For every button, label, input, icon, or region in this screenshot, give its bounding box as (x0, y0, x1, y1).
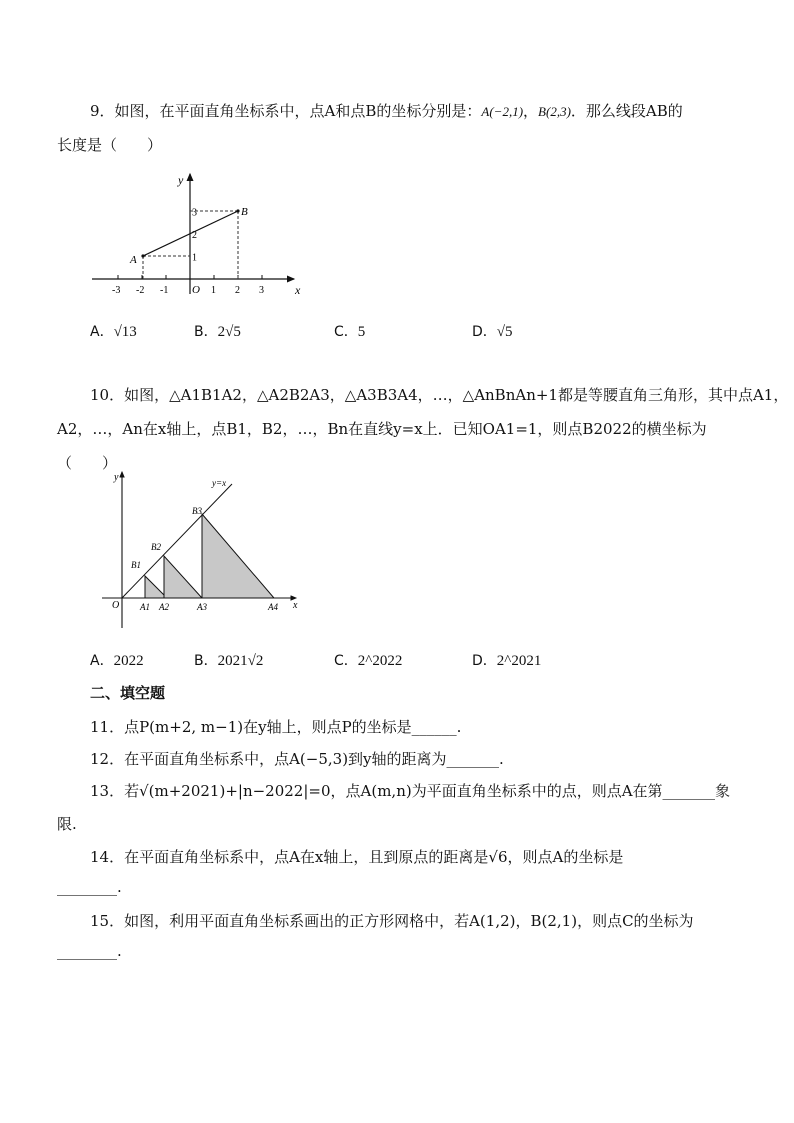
q12-line (90, 748, 504, 769)
q10-origin: O (112, 600, 120, 611)
q9-x-tick-label: -2 (136, 285, 145, 296)
q9-sep: ， (523, 102, 539, 120)
q14-line2: ________. (57, 878, 122, 896)
q10-y-label: y (114, 472, 119, 483)
option-value: 2022 (113, 653, 144, 669)
option-value: √5 (496, 324, 513, 340)
q10-number: 10． (90, 386, 125, 404)
q10-triangle-2 (164, 556, 202, 598)
option-value: 2^2021 (496, 653, 542, 669)
option-label: B． (194, 653, 218, 669)
option-value: √13 (113, 324, 137, 340)
option-label: D． (472, 324, 497, 340)
q10-label-a1: A1 (140, 602, 150, 612)
section-2-heading: 二、填空题 (90, 684, 166, 702)
option-label: C． (334, 324, 358, 340)
q10-figure (98, 466, 308, 636)
q10-triangle-3 (202, 514, 274, 598)
q14-number: 14． (90, 848, 125, 866)
q13-line1 (90, 780, 730, 801)
option-label: A． (90, 324, 114, 340)
q9-label-b: B (241, 206, 248, 218)
q9-point-b: B(2,3) (538, 104, 571, 119)
q13-number: 13． (90, 782, 125, 800)
q13-text-a: 若√(m+2021)+|n−2022|=0，点A(m,n)为平面直角坐标系中的点，则点A在第_______象 (124, 782, 731, 800)
option-value: 2021√2 (217, 653, 264, 669)
q9-number: 9． (90, 102, 115, 120)
q9-x-tick-label: -3 (112, 285, 121, 296)
q9-line2: 长度是（ ） (57, 136, 163, 154)
q9-option-b[interactable] (194, 321, 241, 341)
q10-line1 (90, 384, 788, 405)
q9-option-a[interactable] (90, 321, 137, 341)
q11-text: 点P(m+2, m−1)在y轴上，则点P的坐标是______. (124, 718, 462, 736)
q12-number: 12． (90, 750, 125, 768)
q9-point-b-dot (236, 209, 239, 212)
q9-text-b: ．那么线段AB的 (570, 102, 683, 120)
q9-point-a: A(−2,1) (481, 104, 524, 119)
q14-text-a: 在平面直角坐标系中，点A在x轴上，且到原点的距离是√6，则点A的坐标是 (124, 848, 624, 866)
q15-line2: ________. (57, 942, 122, 960)
q10-line-label: y=x (212, 478, 227, 488)
q15-number: 15． (90, 912, 125, 930)
q9-x-tick-label: 1 (211, 285, 216, 296)
q10-option-a[interactable] (90, 650, 144, 670)
q14-line1 (90, 846, 623, 867)
option-value: 5 (357, 324, 366, 340)
q11-line (90, 716, 461, 737)
q9-y-tick-label: 2 (192, 230, 197, 241)
q9-point-a-dot (141, 254, 144, 257)
q12-text: 在平面直角坐标系中，点A(−5,3)到y轴的距离为_______. (124, 750, 504, 768)
q9-x-tick-label: 3 (259, 285, 264, 296)
q10-label-b3: B3 (192, 506, 202, 516)
q15-text-a: 如图，利用平面直角坐标系画出的正方形网格中，若A(1,2)，B(2,1)，则点C的坐标为 (124, 912, 694, 930)
q9-y-label: y (178, 173, 184, 187)
option-label: D． (472, 653, 497, 669)
q10-label-b2: B2 (151, 542, 161, 552)
q10-line2: A2，…，An在x轴上，点B1，B2，…，Bn在直线y=x上．已知OA1=1，则点B2022的横坐标为 (57, 420, 707, 438)
q10-label-a2: A2 (159, 602, 169, 612)
q10-option-b[interactable] (194, 650, 263, 670)
q10-line3: （ ） (57, 454, 118, 472)
q10-option-d[interactable] (472, 650, 541, 670)
q9-text-a: 如图，在平面直角坐标系中，点A和点B的坐标分别是： (114, 102, 482, 120)
q10-label-a4: A4 (268, 602, 278, 612)
q11-number: 11． (90, 718, 125, 736)
option-value: 2√5 (217, 324, 241, 340)
q9-label-a: A (130, 254, 137, 266)
q9-y-tick-label: 3 (192, 207, 197, 219)
option-value: 2^2022 (357, 653, 403, 669)
q10-label-b1: B1 (131, 560, 141, 570)
q15-line1 (90, 910, 694, 931)
q9-x-tick-label: 2 (235, 285, 240, 296)
option-label: B． (194, 324, 218, 340)
option-label: C． (334, 653, 358, 669)
q10-x-label: x (293, 600, 298, 611)
q9-figure (88, 168, 308, 298)
q9-x-tick-label: -1 (160, 285, 169, 296)
q10-option-c[interactable] (334, 650, 402, 670)
option-label: A． (90, 653, 114, 669)
q13-line2: 限. (57, 815, 77, 833)
q9-x-label: x (295, 283, 301, 297)
q9-option-c[interactable] (334, 321, 365, 341)
q9-y-tick-label: 1 (192, 252, 197, 264)
q9-option-d[interactable] (472, 321, 513, 341)
q9-origin: O (192, 284, 200, 296)
q10-text-a: 如图，△A1B1A2，△A2B2A3，△A3B3A4，…，△AnBnAn+1都是等腰直角三角形，其中点A1， (124, 386, 789, 404)
q9-line1 (90, 100, 683, 121)
q10-label-a3: A3 (197, 602, 207, 612)
